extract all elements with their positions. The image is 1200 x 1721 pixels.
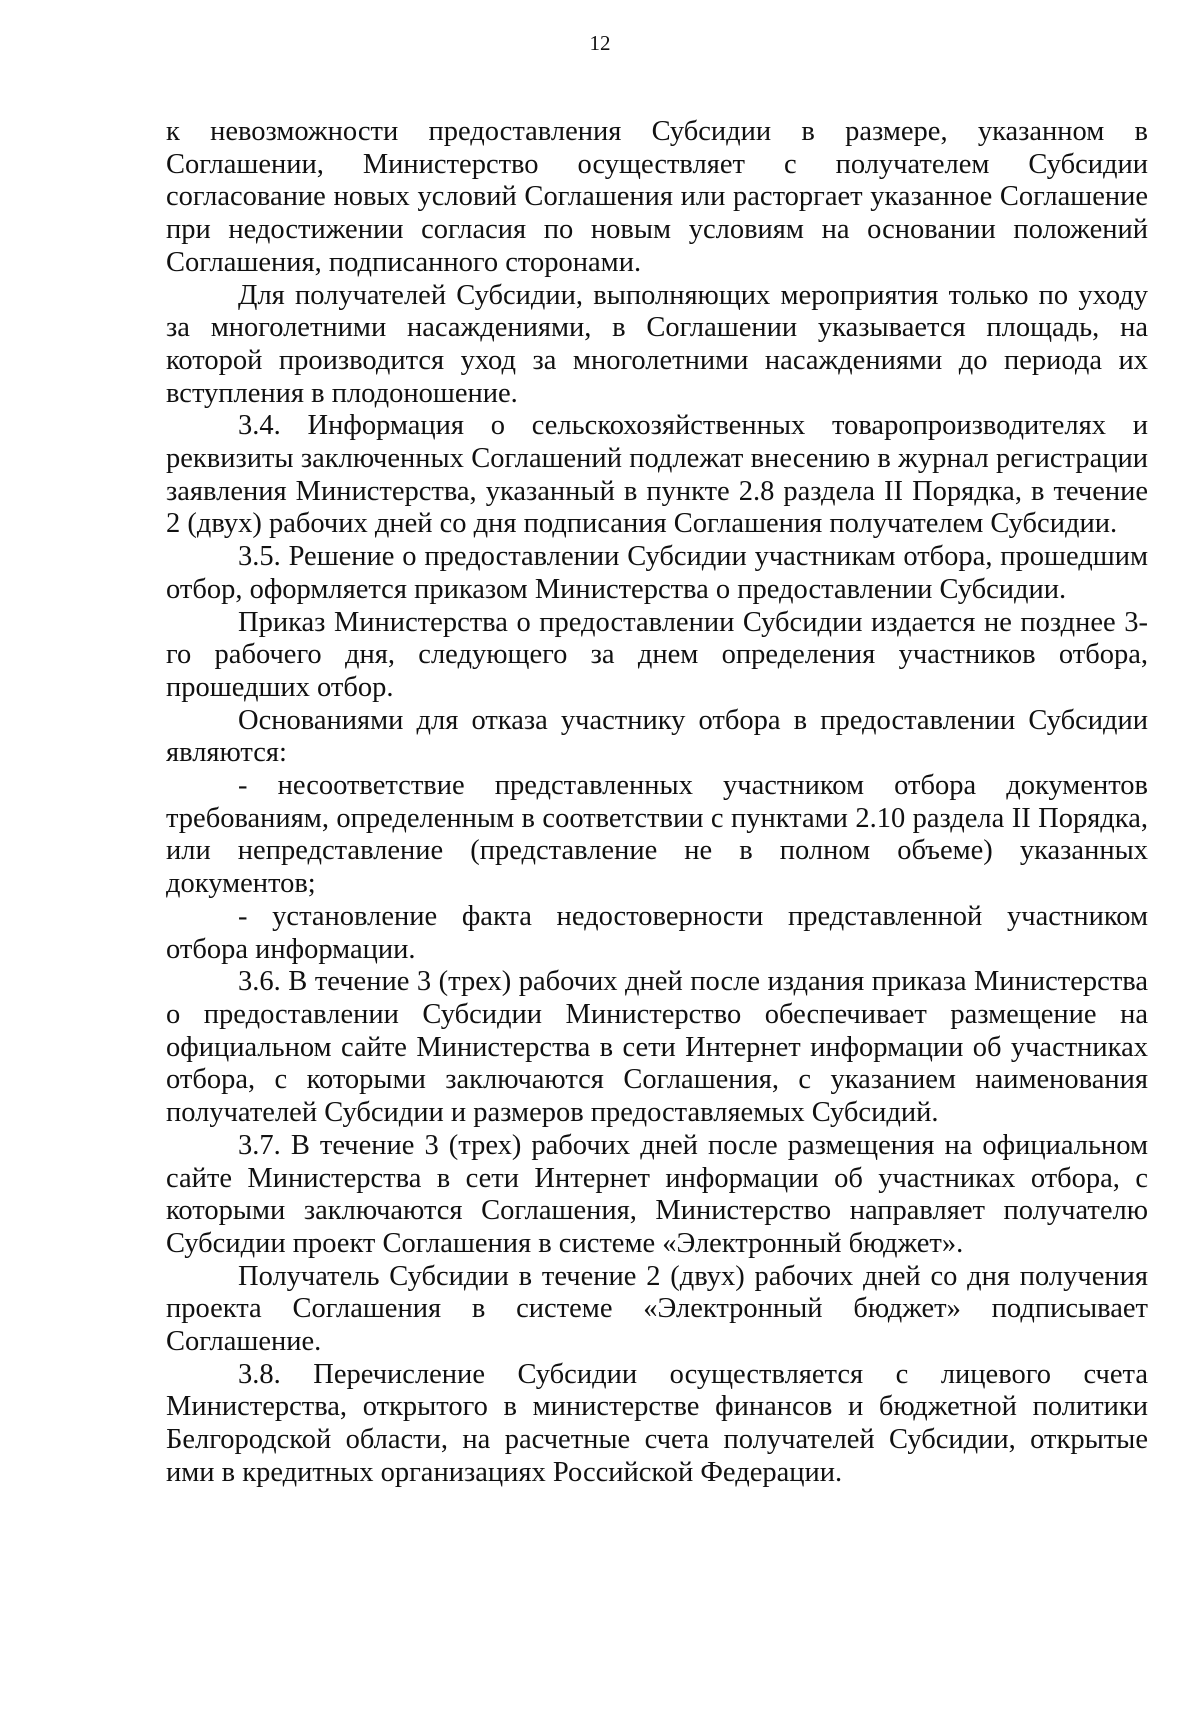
paragraph-perennial-plantings: Для получателей Субсидии, выполняющих мероприятия только по уходу за многолетними насаждениями, в Соглашении указывается площадь, на которой производится уход за многолетними насаждениями до периода их вступления в плодоношение. — [166, 279, 1148, 409]
paragraph-3-5: 3.5. Решение о предоставлении Субсидии участникам отбора, прошедшим отбор, оформляется приказом Министерства о предоставлении Субсидии. — [166, 541, 1148, 605]
list-item-noncompliance: - несоответствие представленных участником отбора документов требованиям, определенным в соответствии с пунктами 2.10 раздела II Порядка, или непредставление (представление не в полном объеме) указанных документов; — [166, 770, 1148, 900]
paragraph-refusal-grounds: Основаниями для отказа участнику отбора в предоставлении Субсидии являются: — [166, 704, 1148, 769]
paragraph-signing: Получатель Субсидии в течение 2 (двух) рабочих дней со дня получения проекта Соглашения в системе «Электронный бюджет» подписывает Соглашение. — [166, 1260, 1148, 1358]
paragraph-3-7: 3.7. В течение 3 (трех) рабочих дней после размещения на официальном сайте Министерства в сети Интернет информации об участниках отбора, с которыми заключаются Соглашения, Министерство направляет получателю Субсидии проект Соглашения в системе «Электронный бюджет». — [166, 1129, 1148, 1259]
page-number: 12 — [589, 31, 611, 55]
paragraph-3-6: 3.6. В течение 3 (трех) рабочих дней после издания приказа Министерства о предоставлении Субсидии Министерство обеспечивает размещение на официальном сайте Министерства в сети Интернет информации об участниках отбора, с которыми заключаются Соглашения, с указанием наименования получателей Субсидии и размеров предоставляемых Субсидий. — [166, 966, 1148, 1129]
paragraph-3-8: 3.8. Перечисление Субсидии осуществляется с лицевого счета Министерства, открытого в министерстве финансов и бюджетной политики Белгородской области, на расчетные счета получателей Субсидии, открытые ими в кредитных организациях Российской Федерации. — [166, 1358, 1148, 1488]
list-item-false-information: - установление факта недостоверности представленной участником отбора информации. — [166, 900, 1148, 965]
paragraph-order-deadline: Приказ Министерства о предоставлении Субсидии издается не позднее 3-го рабочего дня, следующего за днем определения участников отбора, прошедших отбор. — [166, 606, 1148, 703]
paragraph-3-4: 3.4. Информация о сельскохозяйственных товаропроизводителях и реквизиты заключенных Соглашений подлежат внесению в журнал регистрации заявления Министерства, указанный в пункте 2.8 раздела II Порядка, в течение 2 (двух) рабочих дней со дня подписания Соглашения получателем Субсидии. — [166, 410, 1148, 540]
document-body — [166, 116, 1148, 1490]
paragraph-continuation: к невозможности предоставления Субсидии в размере, указанном в Соглашении, Министерство осуществляет с получателем Субсидии согласование новых условий Соглашения или расторгает указанное Соглашение при недостижении согласия по новым условиям на основании положений Соглашения, подписанного сторонами. — [166, 116, 1148, 278]
